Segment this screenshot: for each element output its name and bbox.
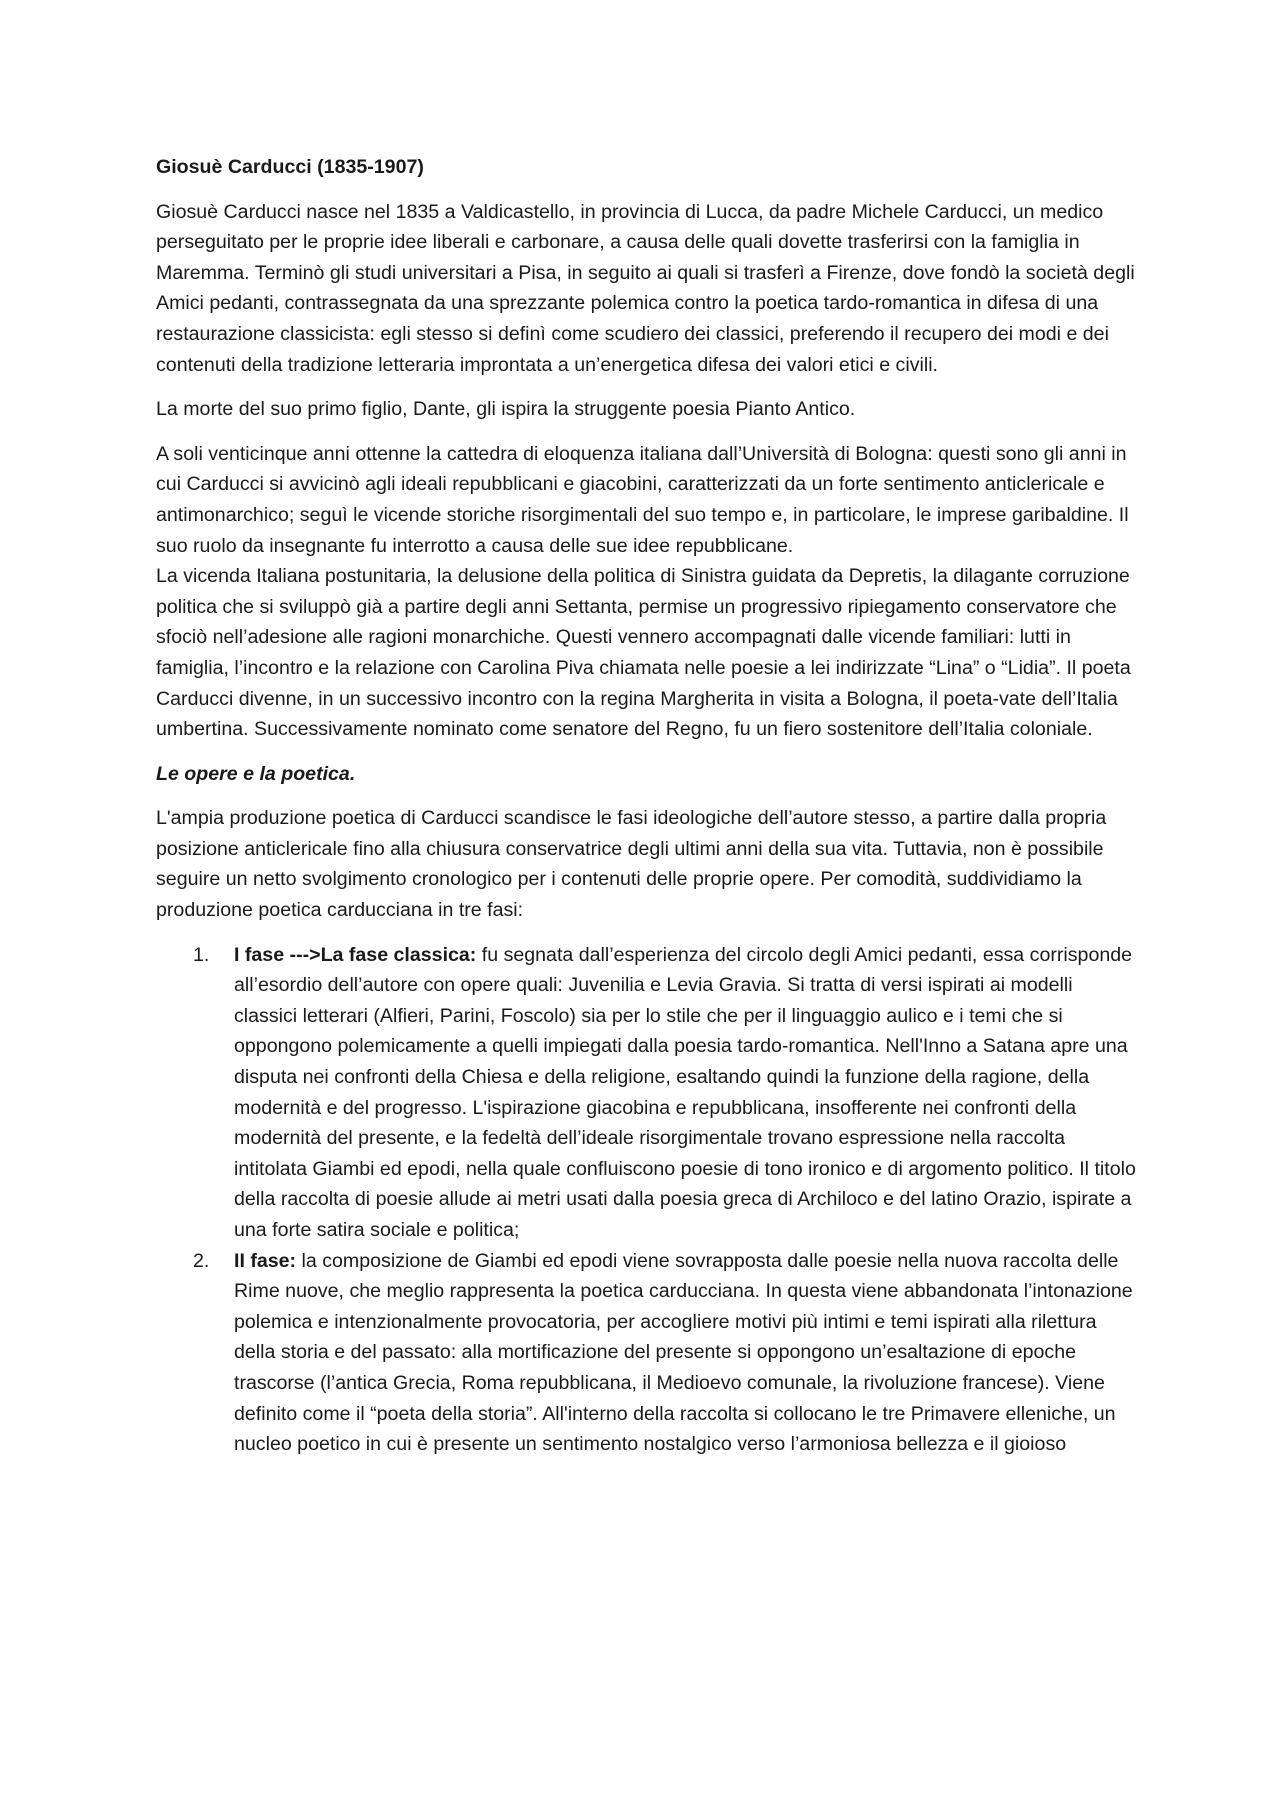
paragraph-bologna: A soli venticinque anni ottenne la cattedra di eloquenza italiana dall’Università di Bologna: questi sono gli anni in cui Carducci si avvicinò agli ideali repubblicani e giacobini, caratterizzati da un forte sentimento anticlericale e antimonarchico; seguì le vicende storiche risorgimentali del suo tempo e, in particolare, le imprese garibaldine. Il suo ruolo da insegnante fu interrotto a causa delle sue idee repubblicane. [156, 442, 1129, 557]
list-item-lead: I fase --->La fase classica: [234, 943, 477, 966]
list-item-text: fu segnata dall’esperienza del circolo degli Amici pedanti, essa corrisponde all’esordio dell’autore con opere quali: Juvenilia e Levia Gravia. Si tratta di versi ispirati ai modelli classici letterari (Alfieri, Parini, Foscolo) sia per lo stile che per il linguaggio aulico e i temi che si oppongono polemicamente a quelli impiegati dalla poesia tardo-romantica. Nell'Inno a Satana apre una disputa nei confronti della Chiesa e della religione, esaltando quindi la funzione della ragione, della modernità e del progresso. L'ispirazione giacobina e repubblicana, insofferente nei confronti della modernità del presente, e la fedeltà dell’ideale risorgimentale trovano espressione nella raccolta intitolata Giambi ed epodi, nella quale confluiscono poesie di tono ironico e di argomento politico. Il titolo della raccolta di poesie allude ai metri usati dalla poesia greca di Archiloco e del latino Orazio, ispirate a una forte satira sociale e politica; [234, 943, 1136, 1241]
section-heading: Le opere e la poetica. [156, 762, 356, 785]
list-item-number: 1. [193, 943, 210, 966]
document-title: Giosuè Carducci (1835-1907) [156, 156, 424, 178]
list-item-number: 2. [193, 1249, 210, 1272]
section-intro: L'ampia produzione poetica di Carducci scandisce le fasi ideologiche dell’autore stesso, a partire dalla propria posizione anticlericale fino alla chiusura conservatrice degli ultimi anni della sua vita. Tuttavia, non è possibile seguire un netto svolgimento cronologico per i contenuti delle proprie opere. Per comodità, suddividiamo la produzione poetica carducciana in tre fasi: [156, 807, 1107, 922]
document-page [156, 152, 1141, 1460]
list-item-text: la composizione de Giambi ed epodi viene sovrapposta dalle poesie nella nuova raccolta delle Rime nuove, che meglio rappresenta la poetica carducciana. In questa viene abbandonata l’intonazione polemica e intenzionalmente provocatoria, per accogliere motivi più intimi e temi ispirati alla rilettura della storia e del passato: alla mortificazione del presente si oppongono un’esaltazione di epoche trascorse (l’antica Grecia, Roma repubblicana, il Medioevo comunale, la rivoluzione francese). Viene definito come il “poeta della storia”. All'interno della raccolta si collocano le tre Primavere elleniche, un nucleo poetico in cui è presente un sentimento nostalgico verso l’armoniosa bellezza e il gioioso [234, 1249, 1133, 1456]
list-item [156, 940, 1141, 1246]
paragraph-biography: Giosuè Carducci nasce nel 1835 a Valdicastello, in provincia di Lucca, da padre Michele Carducci, un medico perseguitato per le proprie idee liberali e carbonare, a causa delle quali dovette trasferirsi con la famiglia in Maremma. Terminò gli studi universitari a Pisa, in seguito ai quali si trasferì a Firenze, dove fondò la società degli Amici pedanti, contrassegnata da una sprezzante polemica contro la poetica tardo-romantica in difesa di una restaurazione classicista: egli stesso si definì come scudiero dei classici, preferendo il recupero dei modi e dei contenuti della tradizione letteraria improntata a un’energetica difesa dei valori etici e civili. [156, 200, 1135, 376]
phases-list [156, 940, 1141, 1460]
list-item-lead: II fase: [234, 1249, 297, 1272]
list-item [156, 1246, 1141, 1460]
paragraph-postunitary: La vicenda Italiana postunitaria, la delusione della politica di Sinistra guidata da Depretis, la dilagante corruzione politica che si sviluppò già a partire degli anni Settanta, permise un progressivo ripiegamento conservatore che sfociò nell’adesione alle ragioni monarchiche. Questi vennero accompagnati dalle vicende familiari: lutti in famiglia, l’incontro e la relazione con Carolina Piva chiamata nelle poesie a lei indirizzate “Lina” o “Lidia”. Il poeta Carducci divenne, in un successivo incontro con la regina Margherita in visita a Bologna, il poeta-vate dell’Italia umbertina. Successivamente nominato come senatore del Regno, fu un fiero sostenitore dell’Italia coloniale. [156, 565, 1131, 741]
paragraph-son-death: La morte del suo primo figlio, Dante, gli ispira la struggente poesia Pianto Antico. [156, 398, 856, 421]
